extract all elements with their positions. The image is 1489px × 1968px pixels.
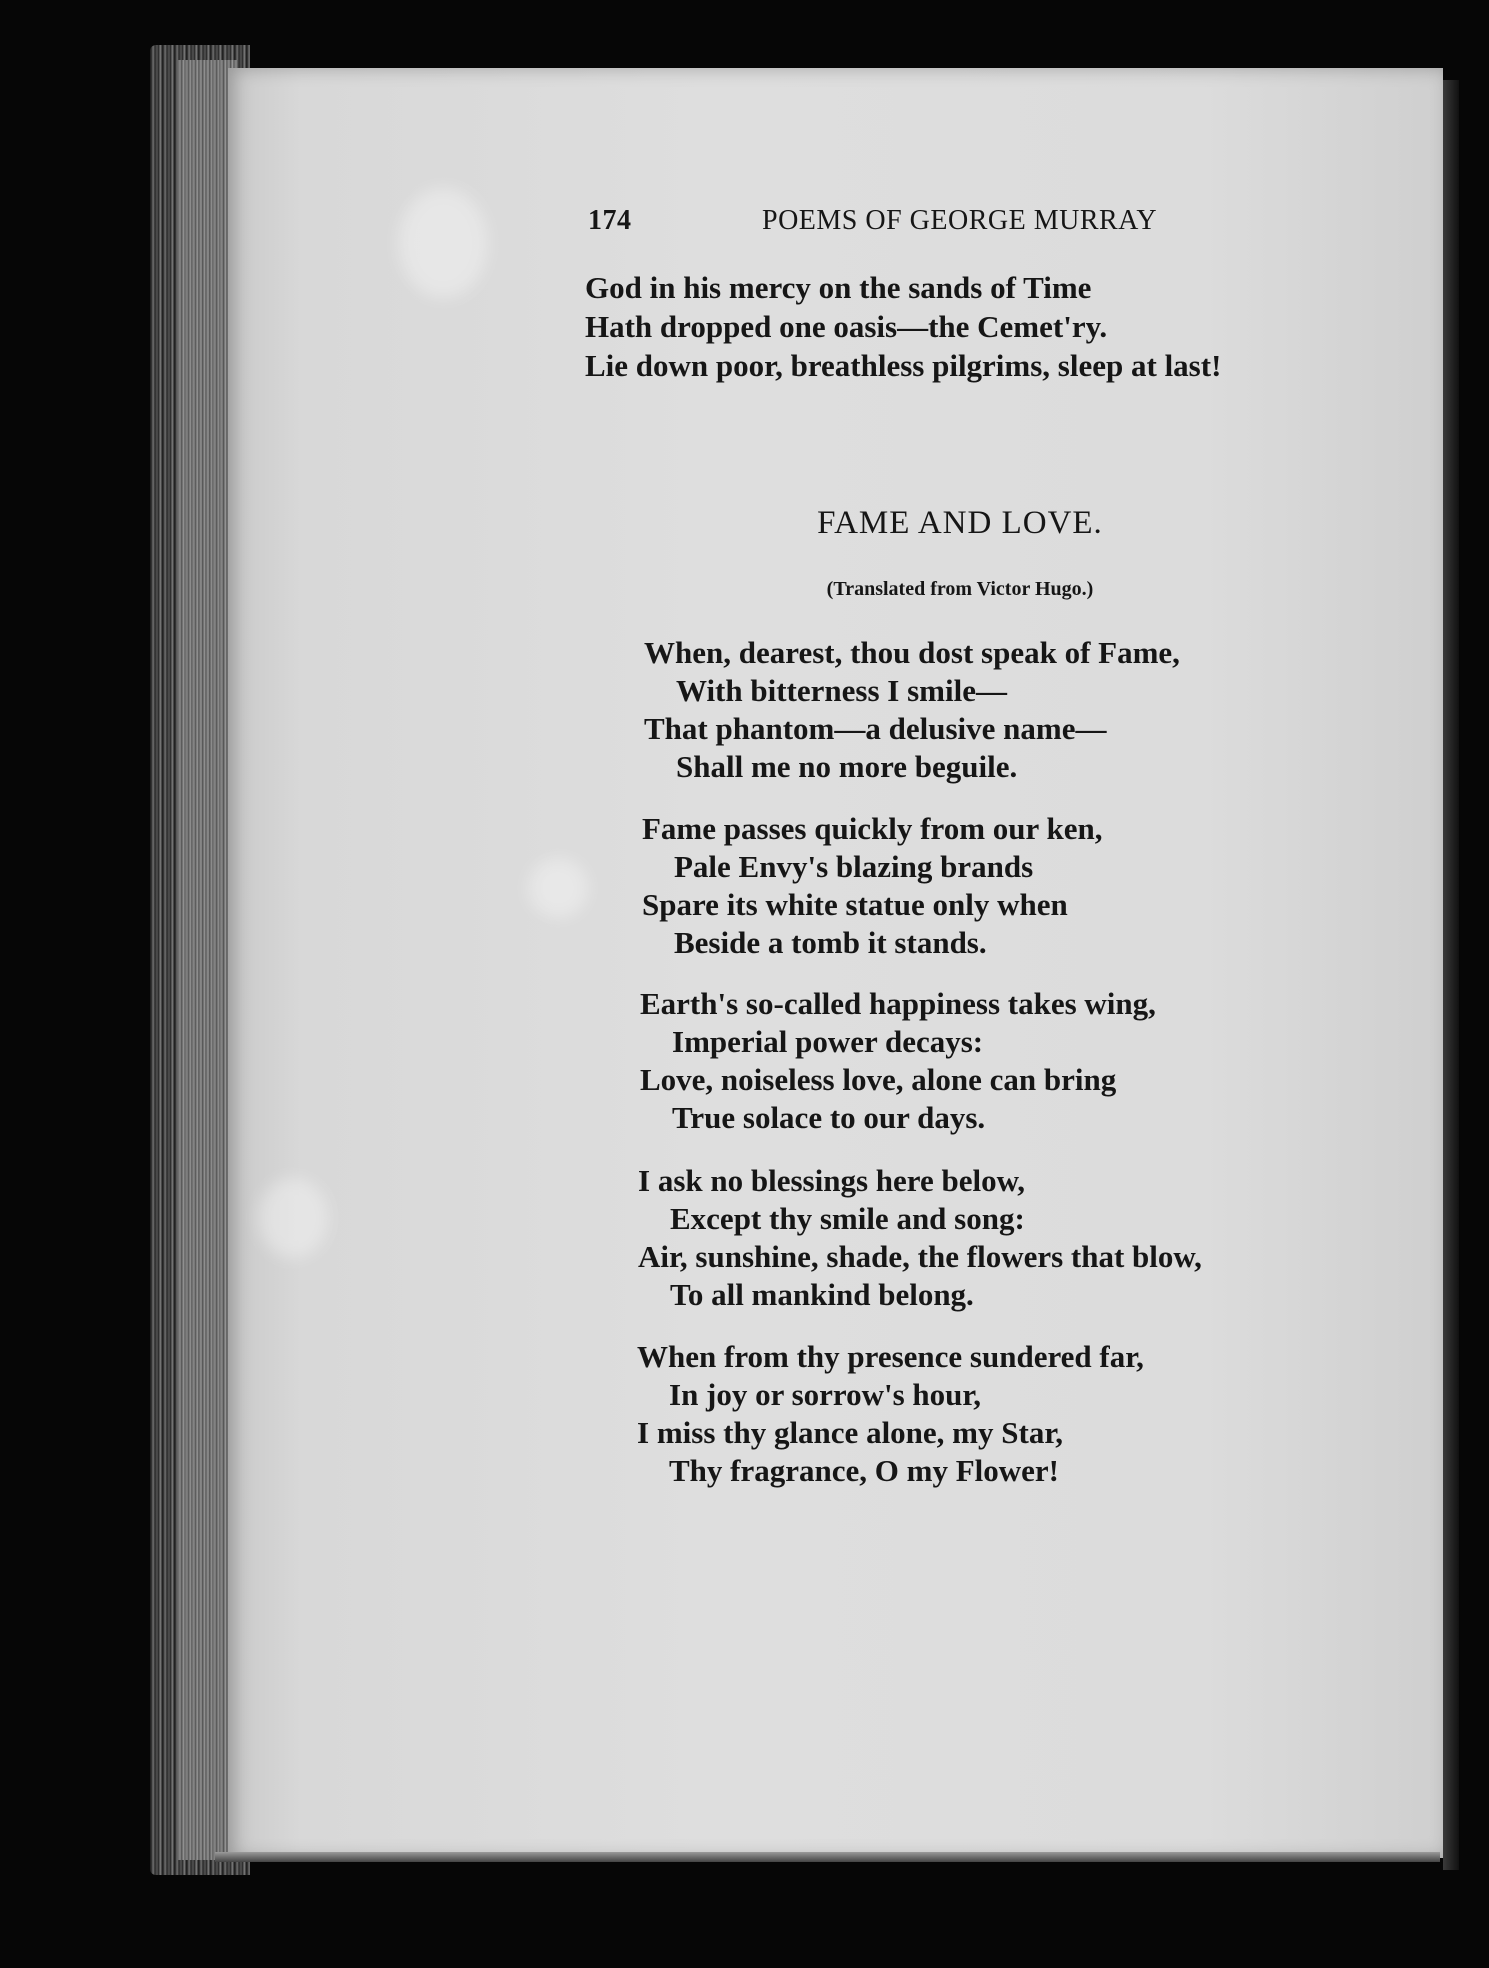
verse-line: Shall me no more beguile. [676, 749, 1018, 784]
verse-line: That phantom—a delusive name— [644, 711, 1107, 746]
poem-title: FAME AND LOVE. [817, 505, 1103, 541]
page-right-edge [1443, 80, 1459, 1870]
paper-blemish [528, 858, 588, 918]
stanza-5 [637, 1338, 1144, 1490]
stanza-4 [638, 1162, 1202, 1314]
page-number: 174 [588, 205, 632, 236]
verse-line: With bitterness I smile— [676, 673, 1007, 708]
verse-line: Spare its white statue only when [642, 887, 1068, 922]
verse-line: To all mankind belong. [670, 1277, 974, 1312]
verse-line: Hath dropped one oasis—the Cemet'ry. [585, 309, 1108, 344]
page-bottom-edge [215, 1852, 1440, 1862]
verse-line: God in his mercy on the sands of Time [585, 270, 1092, 305]
verse-line: Earth's so-called happiness takes wing, [640, 986, 1156, 1021]
running-head-title: POEMS OF GEORGE MURRAY [762, 205, 1158, 236]
verse-line: In joy or sorrow's hour, [669, 1377, 982, 1412]
verse-line: Beside a tomb it stands. [674, 925, 987, 960]
paper-blemish [398, 188, 488, 298]
preceding-poem-ending [585, 268, 1221, 385]
verse-line: Air, sunshine, shade, the flowers that blow, [638, 1239, 1202, 1274]
verse-line: Lie down poor, breathless pilgrims, sleep at last! [585, 348, 1222, 383]
verse-line: True solace to our days. [672, 1100, 986, 1135]
stanza-1 [644, 634, 1180, 786]
verse-line: Love, noiseless love, alone can bring [640, 1062, 1117, 1097]
verse-line: Imperial power decays: [672, 1024, 984, 1059]
stanza-2 [642, 810, 1102, 962]
poem-subtitle: (Translated from Victor Hugo.) [826, 578, 1094, 600]
verse-line: When, dearest, thou dost speak of Fame, [644, 635, 1180, 670]
paper-blemish [258, 1178, 328, 1258]
verse-line: Pale Envy's blazing brands [674, 849, 1034, 884]
verse-line: Fame passes quickly from our ken, [642, 811, 1103, 846]
verse-line: Except thy smile and song: [670, 1201, 1025, 1236]
verse-line: When from thy presence sundered far, [637, 1339, 1144, 1374]
verse-line: I miss thy glance alone, my Star, [637, 1415, 1063, 1450]
verse-line: I ask no blessings here below, [638, 1163, 1026, 1198]
stanza-3 [640, 985, 1156, 1137]
verse-line: Thy fragrance, O my Flower! [669, 1453, 1059, 1488]
